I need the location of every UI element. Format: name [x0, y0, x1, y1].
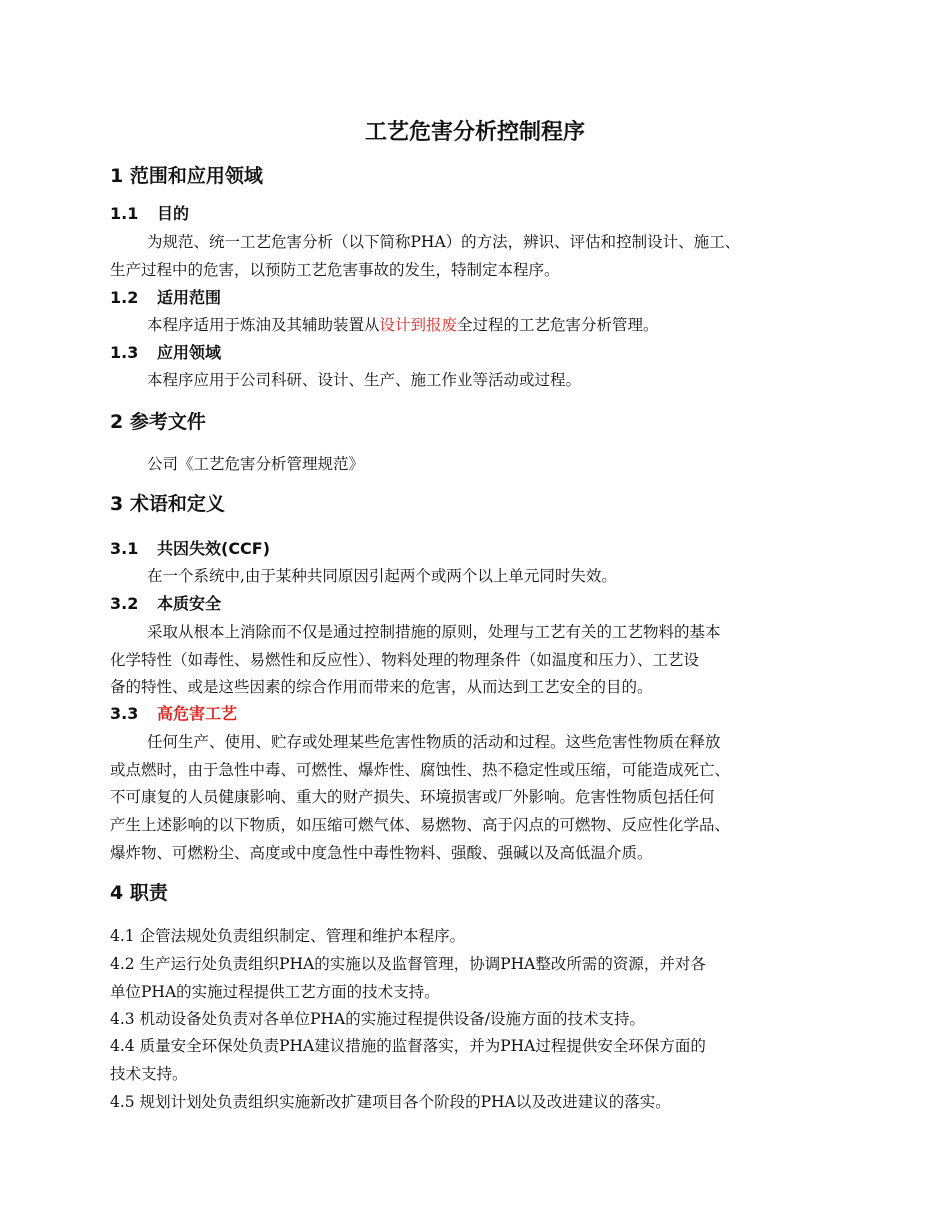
- reference-line: 公司《工艺危害分析管理规范》: [147, 455, 365, 473]
- text-run: 全过程的工艺危害分析管理。: [457, 316, 659, 334]
- section-1-3-title: 应用领域: [157, 343, 222, 362]
- section-3-1-heading: [110, 538, 270, 560]
- section-3-3-title: 高危害工艺: [157, 704, 238, 723]
- paragraph-line: 产生上述影响的以下物质，如压缩可燃气体、易燃物、高于闪点的可燃物、反应性化学品、: [110, 816, 731, 834]
- paragraph-line: [147, 314, 659, 336]
- duty-line: 4.1 企管法规处负责组织制定、管理和维护本程序。: [110, 927, 466, 945]
- highlighted-text: 设计到报废: [379, 316, 458, 334]
- section-1-3-number: 1.3: [110, 343, 139, 362]
- section-3-1-number: 3.1: [110, 539, 139, 558]
- section-1-2-number: 1.2: [110, 288, 139, 307]
- section-2-heading: 2 参考文件: [110, 411, 206, 433]
- paragraph-line: 在一个系统中,由于某种共同原因引起两个或两个以上单元同时失效。: [147, 567, 617, 585]
- duty-line: 4.3 机动设备处负责对各单位PHA的实施过程提供设备/设施方面的技术支持。: [110, 1010, 645, 1028]
- section-3-3-number: 3.3: [110, 704, 139, 723]
- duty-line: 单位PHA的实施过程提供工艺方面的技术支持。: [110, 983, 440, 1001]
- section-3-heading: 3 术语和定义: [110, 493, 225, 515]
- paragraph-line: 爆炸物、可燃粉尘、高度或中度急性中毒性物料、强酸、强碱以及高低温介质。: [110, 844, 653, 862]
- duty-line: 技术支持。: [110, 1065, 188, 1083]
- paragraph-line: 或点燃时，由于急性中毒、可燃性、爆炸性、腐蚀性、热不稳定性或压缩，可能造成死亡、: [110, 761, 731, 779]
- section-1-3-heading: [110, 342, 221, 364]
- text-run: 本程序适用于炼油及其辅助装置从: [147, 316, 380, 334]
- paragraph-line: 不可康复的人员健康影响、重大的财产损失、环境损害或厂外影响。危害性物质包括任何: [110, 788, 715, 806]
- paragraph-line: 任何生产、使用、贮存或处理某些危害性物质的活动和过程。这些危害性物质在释放: [147, 733, 721, 751]
- section-1-1-heading: [110, 203, 189, 225]
- paragraph-line: 化学特性（如毒性、易燃性和反应性）、物料处理的物理条件（如温度和压力）、工艺设: [110, 651, 700, 669]
- section-3-2-title: 本质安全: [157, 594, 222, 613]
- duty-line: 4.2 生产运行处负责组织PHA的实施以及监督管理，协调PHA整改所需的资源，并对各: [110, 955, 706, 973]
- duty-line: 4.5 规划计划处负责组织实施新改扩建项目各个阶段的PHA以及改进建议的落实。: [110, 1093, 671, 1111]
- section-3-2-number: 3.2: [110, 594, 139, 613]
- paragraph-line: 采取从根本上消除而不仅是通过控制措施的原则，处理与工艺有关的工艺物料的基本: [147, 623, 721, 641]
- section-4-heading: 4 职责: [110, 882, 168, 904]
- section-1-1-title: 目的: [157, 204, 190, 223]
- section-1-2-heading: [110, 287, 221, 309]
- section-1-2-title: 适用范围: [157, 288, 222, 307]
- section-1-heading: 1 范围和应用领域: [110, 165, 263, 187]
- paragraph-line: 本程序应用于公司科研、设计、生产、施工作业等活动或过程。: [147, 371, 582, 389]
- paragraph-line: 生产过程中的危害，以预防工艺危害事故的发生，特制定本程序。: [110, 261, 560, 279]
- section-3-1-title: 共因失效(CCF): [157, 539, 271, 558]
- paragraph-line: 为规范、统一工艺危害分析（以下简称PHA）的方法，辨识、评估和控制设计、施工、: [147, 233, 741, 251]
- section-3-3-heading: [110, 703, 237, 725]
- section-3-2-heading: [110, 593, 221, 615]
- page-title: 工艺危害分析控制程序: [364, 120, 585, 145]
- section-1-1-number: 1.1: [110, 204, 139, 223]
- paragraph-line: 备的特性、或是这些因素的综合作用而带来的危害，从而达到工艺安全的目的。: [110, 678, 653, 696]
- duty-line: 4.4 质量安全环保处负责PHA建议措施的监督落实，并为PHA过程提供安全环保方面的: [110, 1037, 706, 1055]
